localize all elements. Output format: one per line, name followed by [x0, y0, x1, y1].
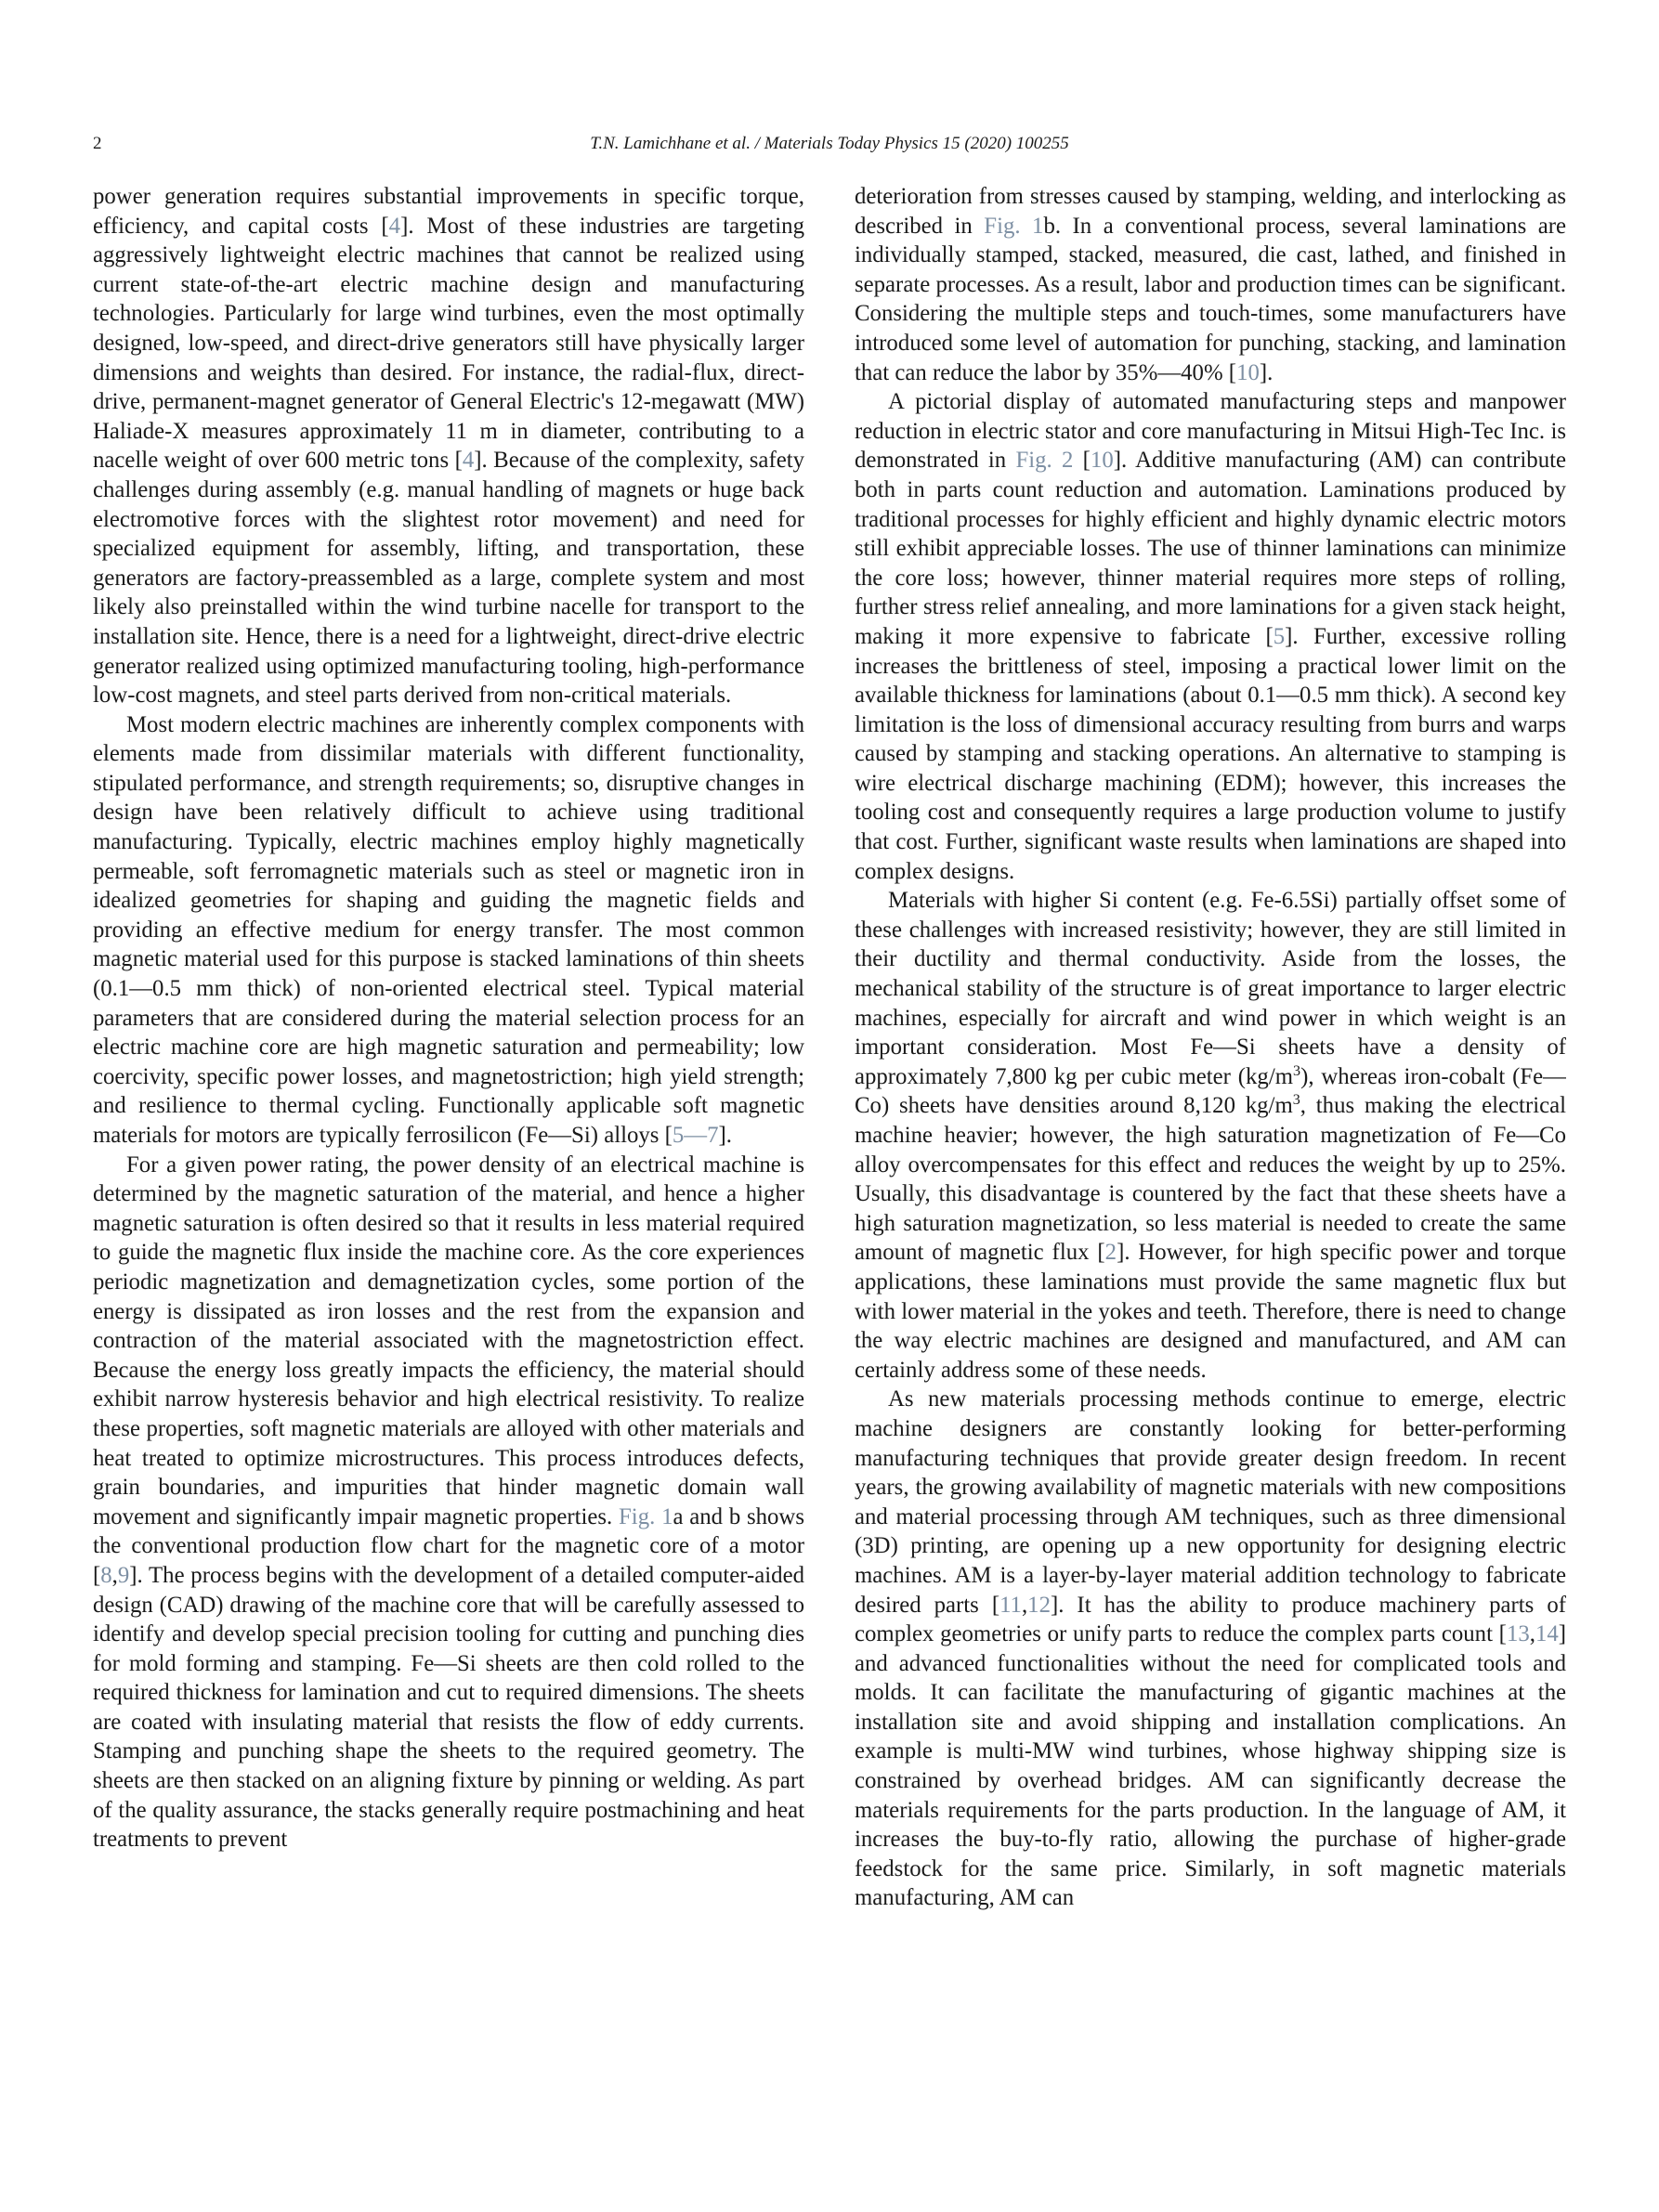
text-run: ]. Most of these industries are targeting aggressively lightweight electric machines that cannot be realized using current state-of-the-art electric machine design and manufacturing technologies. Particularly for large wind turbines, even the most optimally designed, low-speed, and direct-drive generators still have physically larger dimensions and weights than desired. For instance, the radial-flux, direct-drive, permanent-magnet generator of General Electric's 12-megawatt (MW) Haliade-X measures approximately 11 m in diameter, contributing to a nacelle weight of over 600 metric tons [: [93, 213, 804, 474]
reference-link[interactable]: Fig. 1: [984, 213, 1044, 239]
text-run: Materials with higher Si content (e.g. Fe-6.5Si) partially offset some of these challenges with increased resistivity; however, they are still limited in their ductility and thermal conductivity. Aside from the losses, the mechanical stability of the structure is of great importance to larger electric machines, especially for aircraft and wind power in which weight is an important consideration. Most Fe—Si sheets have a density of approximately 7,800 kg per cubic meter (kg/m: [855, 888, 1566, 1089]
reference-link[interactable]: 2: [1104, 1240, 1117, 1266]
journal-citation: T.N. Lamichhane et al. / Materials Today Physics 15 (2020) 100255: [590, 134, 1069, 153]
text-run: ]. However, for high specific power and torque applications, these laminations must provide the same magnetic flux but with lower material in the yokes and teeth. Therefore, there is need to change the way electric machines are designed and manufactured, and AM can certainly address some of these needs.: [855, 1240, 1566, 1383]
paragraph: [855, 886, 1566, 1385]
superscript: 3: [1292, 1092, 1300, 1109]
reference-link[interactable]: 4: [462, 448, 475, 474]
paragraph: [93, 182, 804, 710]
reference-link[interactable]: 11: [999, 1592, 1022, 1618]
text-run: ,: [111, 1562, 118, 1588]
article-body: [93, 182, 1566, 2160]
reference-link[interactable]: 4: [388, 213, 401, 239]
reference-link[interactable]: Fig. 2: [1015, 448, 1074, 474]
text-run: As new materials processing methods continue to emerge, electric machine designers are constantly looking for better-performing manufacturing techniques that provide greater design freedom. In recent years, the growing availability of magnetic materials with new compositions and material processing through AM techniques, such as three dimensional (3D) printing, are opening up a new opportunity for designing electric machines. AM is a layer-by-layer material addition technology to fabricate desired parts [: [855, 1386, 1566, 1618]
text-run: ), whereas iron-cobalt (Fe—Co) sheets have densities around 8,120 kg/m: [855, 1063, 1566, 1119]
reference-link[interactable]: Fig. 1: [619, 1503, 673, 1529]
reference-link[interactable]: 13: [1506, 1621, 1530, 1647]
reference-link[interactable]: 9: [117, 1562, 130, 1588]
reference-link[interactable]: 10: [1090, 448, 1114, 474]
page-number: 2: [93, 134, 102, 153]
reference-link[interactable]: 10: [1236, 359, 1260, 385]
text-run: ,: [1529, 1621, 1535, 1647]
text-run: A pictorial display of automated manufacturing steps and manpower reduction in electric stator and core manufacturing in Mitsui High-Tec Inc. is demonstrated in: [855, 389, 1566, 474]
text-run: ].: [1259, 359, 1274, 385]
text-run: ]. It has the ability to produce machinery parts of complex geometries or unify parts to reduce the complex parts count [: [855, 1592, 1566, 1647]
text-run: b. In a conventional process, several laminations are individually stamped, stacked, measured, die cast, lathed, and finished in separate processes. As a result, labor and production times can be significant. Considering the multiple steps and touch-times, some manufacturers have introduced some level of automation for punching, stacking, and lamination that can reduce the labor by 35%—40% [: [855, 213, 1566, 385]
reference-link[interactable]: 12: [1027, 1592, 1051, 1618]
reference-link[interactable]: 5: [1273, 623, 1286, 649]
text-run: Most modern electric machines are inherently complex components with elements made from dissimilar materials with different functionality, stipulated performance, and strength requirements; so, disruptive changes in design have been relatively difficult to achieve using traditional manufacturing. Typically, electric machines employ highly magnetically permeable, soft ferromagnetic materials such as steel or magnetic iron in idealized geometries for shaping and guiding the magnetic fields and providing an effective medium for energy transfer. The most common magnetic material used for this purpose is stacked laminations of thin sheets (0.1—0.5 mm thick) of non-oriented electrical steel. Typical material parameters that are considered during the material selection process for an electric machine core are high magnetic saturation and permeability; low coercivity, specific power losses, and magnetostriction; high yield strength; and resilience to thermal cycling. Functionally applicable soft magnetic materials for motors are typically ferrosilicon (Fe—Si) alloys [: [93, 711, 804, 1148]
text-run: power generation requires substantial improvements in specific torque, efficiency, and capital costs [: [93, 184, 804, 239]
reference-link[interactable]: 14: [1535, 1621, 1559, 1647]
text-run: deterioration from stresses caused by stamping, welding, and interlocking as described in: [855, 184, 1566, 239]
reference-link[interactable]: 5—7: [672, 1123, 719, 1148]
text-run: ]. Additive manufacturing (AM) can contribute both in parts count reduction and automation. Laminations produced by traditional processes for highly efficient and highly dynamic electric motors still exhibit appreciable losses. The use of thinner laminations can minimize the core loss; however, thinner material requires more steps of rolling, further stress relief annealing, and more laminations for a given stack height, making it more expensive to fabricate [: [855, 448, 1566, 649]
reference-link[interactable]: 8: [100, 1562, 112, 1588]
text-run: a and b shows the conventional production flow chart for the magnetic core of a motor [: [93, 1503, 804, 1588]
text-run: For a given power rating, the power density of an electrical machine is determined by the magnetic saturation of the material, and hence a higher magnetic saturation is often desired so that it results in less material required to guide the magnetic flux inside the machine core. As the core experiences periodic magnetization and demagnetization cycles, some portion of the energy is dissipated as iron losses and the rest from the expansion and contraction of the material associated with the magnetostriction effect. Because the energy loss greatly impacts the efficiency, the material should exhibit narrow hysteresis behavior and high electrical resistivity. To realize these properties, soft magnetic materials are alloyed with other materials and heat treated to optimize microstructures. This process introduces defects, grain boundaries, and impurities that hinder magnetic domain wall movement and significantly impair magnetic properties.: [93, 1152, 804, 1529]
paragraph: [93, 710, 804, 1151]
running-head: [93, 128, 1566, 160]
paragraph: [93, 1151, 804, 1854]
text-run: ]. Because of the complexity, safety challenges during assembly (e.g. manual handling of magnets or huge back electromotive forces with the slightest rotor movement) and need for specialized equipment for assembly, lifting, and transportation, these generators are factory-preassembled as a large, complete system and most likely also preinstalled within the wind turbine nacelle for transport to the installation site. Hence, there is a need for a lightweight, direct-drive electric generator realized using optimized manufacturing tooling, high-performance low-cost magnets, and steel parts derived from non-critical materials.: [93, 448, 804, 709]
text-run: ].: [718, 1123, 732, 1148]
paragraph: [855, 1385, 1566, 1913]
right-column: [855, 182, 1566, 2160]
superscript: 3: [1293, 1062, 1301, 1079]
paragraph: [855, 182, 1566, 387]
paragraph: [855, 387, 1566, 886]
text-run: , thus making the electrical machine heavier; however, the high saturation magnetization of Fe—Co alloy overcompensates for this effect and reduces the weight by up to 25%. Usually, this disadvantage is countered by the fact that these sheets have a high saturation magnetization, so less material is needed to create the same amount of magnetic flux [: [855, 1093, 1566, 1266]
left-column: [93, 182, 804, 2160]
text-run: ]. Further, excessive rolling increases the brittleness of steel, imposing a practical lower limit on the available thickness for laminations (about 0.1—0.5 mm thick). A second key limitation is the loss of dimensional accuracy resulting from burrs and warps caused by stamping and stacking operations. An alternative to stamping is wire electrical discharge machining (EDM); however, this increases the tooling cost and consequently requires a large production volume to justify that cost. Further, significant waste results when laminations are shaped into complex designs.: [855, 623, 1566, 884]
text-run: ] and advanced functionalities without the need for complicated tools and molds. It can facilitate the manufacturing of gigantic machines at the installation site and avoid shipping and installation complications. An example is multi-MW wind turbines, whose highway shipping size is constrained by overhead bridges. AM can significantly decrease the materials requirements for the parts production. In the language of AM, it increases the buy-to-fly ratio, allowing the purchase of higher-grade feedstock for the same price. Similarly, in soft magnetic materials manufacturing, AM can: [855, 1621, 1566, 1911]
text-run: ,: [1021, 1592, 1028, 1618]
text-run: ]. The process begins with the development of a detailed computer-aided design (CAD) drawing of the machine core that will be carefully assessed to identify and develop special precision tooling for cutting and punching dies for mold forming and stamping. Fe—Si sheets are then cold rolled to the required thickness for lamination and cut to required dimensions. The sheets are coated with insulating material that resists the flow of eddy currents. Stamping and punching shape the sheets to the required geometry. The sheets are then stacked on an aligning fixture by pinning or welding. As part of the quality assurance, the stacks generally require postmachining and heat treatments to prevent: [93, 1562, 804, 1853]
text-run: [: [1073, 448, 1091, 474]
